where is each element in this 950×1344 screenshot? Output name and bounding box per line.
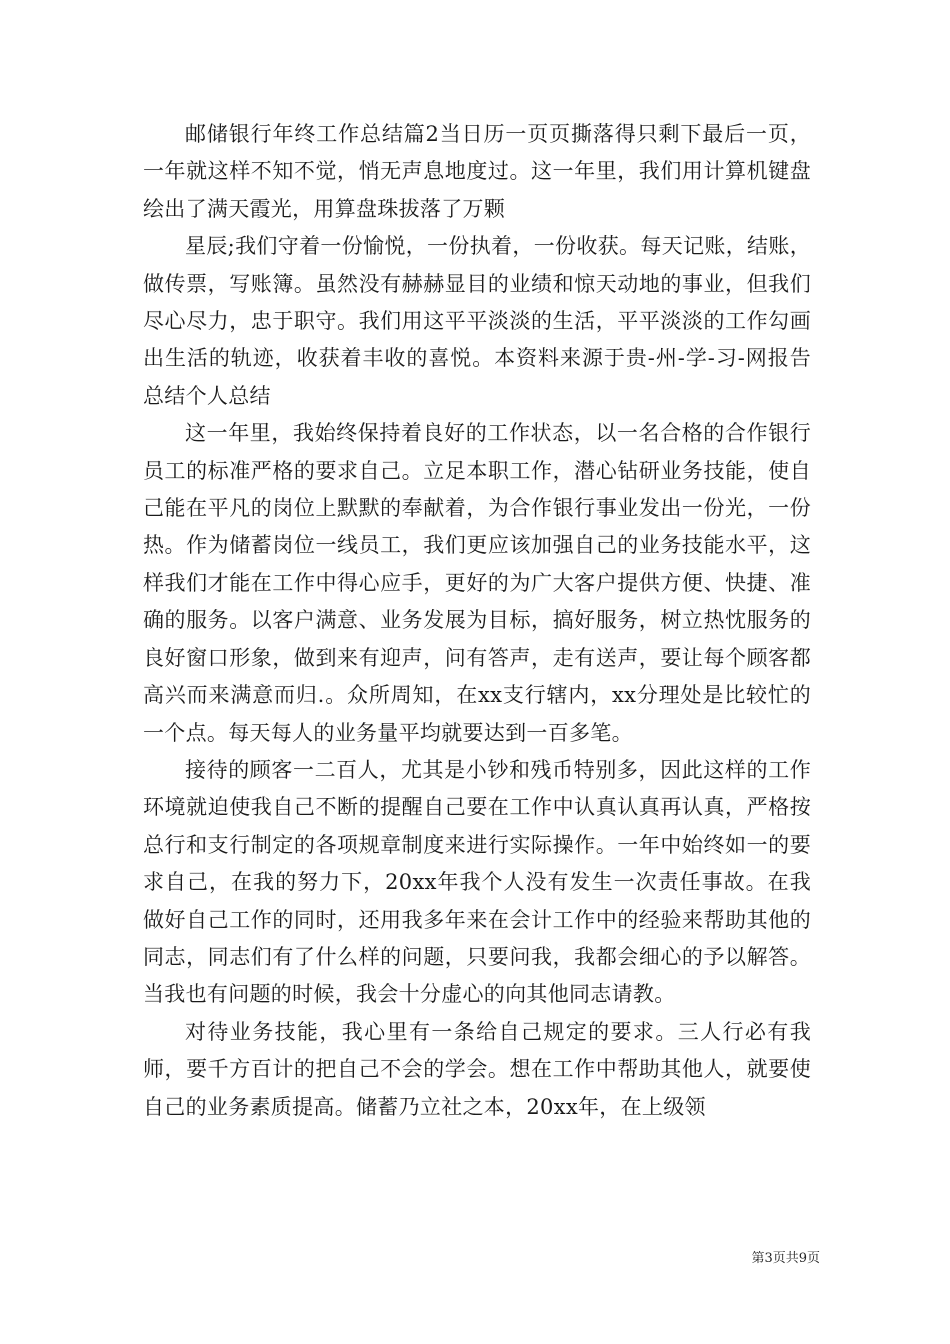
paragraph-5: 对待业务技能，我心里有一条给自己规定的要求。三人行必有我师，要千方百计的把自己不会的学会。想在工作中帮助其他人，就要使自己的业务素质提高。储蓄乃立社之本，20xx年，在上级领 <box>143 1019 811 1119</box>
paragraph-4: 接待的顾客一二百人，尤其是小钞和残币特别多，因此这样的工作环境就迫使我自己不断的提醒自己要在工作中认真认真再认真，严格按总行和支行制定的各项规章制度来进行实际操作。一年中始终如一的要求自己，在我的努力下，20xx年我个人没有发生一次责任事故。在我做好自己工作的同时，还用我多年来在会计工作中的经验来帮助其他的同志，同志们有了什么样的问题，只要问我，我都会细心的予以解答。当我也有问题的时候，我会十分虚心的向其他同志请教。 <box>143 757 811 1007</box>
page-number: 第3页共9页 <box>751 1251 820 1266</box>
paragraph-2: 星辰;我们守着一份愉悦，一份执着，一份收获。每天记账，结账，做传票，写账簿。虽然没有赫赫显目的业绩和惊天动地的事业，但我们尽心尽力，忠于职守。我们用这平平淡淡的生活，平平淡淡的工作勾画出生活的轨迹，收获着丰收的喜悦。本资料来源于贵-州-学-习-网报告总结个人总结 <box>143 234 811 408</box>
document-body <box>143 116 811 1126</box>
paragraph-1: 邮储银行年终工作总结篇2当日历一页页撕落得只剩下最后一页，一年就这样不知不觉，悄无声息地度过。这一年里，我们用计算机键盘绘出了满天霞光，用算盘珠拔落了万颗 <box>143 122 811 221</box>
paragraph-3: 这一年里，我始终保持着良好的工作状态，以一名合格的合作银行员工的标准严格的要求自己。立足本职工作，潜心钻研业务技能，使自己能在平凡的岗位上默默的奉献着，为合作银行事业发出一份光，一份热。作为储蓄岗位一线员工，我们更应该加强自己的业务技能水平，这样我们才能在工作中得心应手，更好的为广大客户提供方便、快捷、准确的服务。以客户满意、业务发展为目标，搞好服务，树立热忱服务的良好窗口形象，做到来有迎声，问有答声，走有送声，要让每个顾客都高兴而来满意而归.。众所周知，在xx支行辖内，xx分理处是比较忙的一个点。每天每人的业务量平均就要达到一百多笔。 <box>143 421 811 745</box>
